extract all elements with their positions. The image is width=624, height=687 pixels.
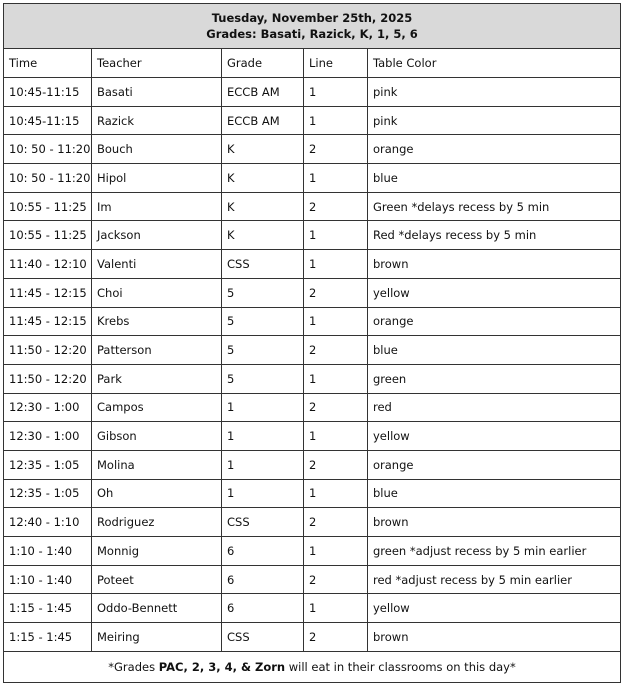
time-cell: 10: 50 - 11:20 (4, 135, 92, 164)
table-color-cell: pink (368, 106, 621, 135)
table-row (4, 78, 621, 107)
grade-cell: 1 (222, 450, 304, 479)
grade-cell: 5 (222, 364, 304, 393)
table-row (4, 623, 621, 652)
time-cell: 11:45 - 12:15 (4, 278, 92, 307)
grade-cell: 1 (222, 393, 304, 422)
table-row (4, 594, 621, 623)
table-color-cell: blue (368, 336, 621, 365)
teacher-cell: Monnig (92, 537, 222, 566)
time-cell: 12:35 - 1:05 (4, 450, 92, 479)
teacher-cell: Valenti (92, 250, 222, 279)
line-cell: 2 (304, 192, 368, 221)
time-cell: 12:35 - 1:05 (4, 479, 92, 508)
line-cell: 1 (304, 250, 368, 279)
table-row (4, 364, 621, 393)
line-cell: 1 (304, 537, 368, 566)
table-row (4, 278, 621, 307)
grade-cell: K (222, 164, 304, 193)
column-header-line: Line (304, 49, 368, 78)
line-cell: 2 (304, 623, 368, 652)
grade-cell: CSS (222, 250, 304, 279)
footer-row (4, 651, 621, 682)
teacher-cell: Park (92, 364, 222, 393)
footer-bold: PAC, 2, 3, 4, & Zorn (158, 659, 286, 674)
line-cell: 1 (304, 221, 368, 250)
table-row (4, 508, 621, 537)
table-color-cell: green *adjust recess by 5 min earlier (368, 537, 621, 566)
line-cell: 1 (304, 164, 368, 193)
grade-cell: 6 (222, 594, 304, 623)
time-cell: 12:30 - 1:00 (4, 422, 92, 451)
grade-cell: 5 (222, 307, 304, 336)
table-color-cell: Red *delays recess by 5 min (368, 221, 621, 250)
grade-cell: ECCB AM (222, 106, 304, 135)
teacher-cell: Oh (92, 479, 222, 508)
table-color-cell: red (368, 393, 621, 422)
teacher-cell: Jackson (92, 221, 222, 250)
table-row (4, 479, 621, 508)
teacher-cell: Im (92, 192, 222, 221)
teacher-cell: Poteet (92, 565, 222, 594)
teacher-cell: Molina (92, 450, 222, 479)
teacher-cell: Oddo-Bennett (92, 594, 222, 623)
teacher-cell: Basati (92, 78, 222, 107)
column-header-time: Time (4, 49, 92, 78)
line-cell: 1 (304, 364, 368, 393)
teacher-cell: Gibson (92, 422, 222, 451)
footer-suffix: will eat in their classrooms on this day* (285, 659, 516, 674)
table-row (4, 192, 621, 221)
teacher-cell: Rodriguez (92, 508, 222, 537)
line-cell: 2 (304, 135, 368, 164)
footer-note (4, 651, 621, 682)
schedule-title (4, 4, 621, 49)
column-header-table-color: Table Color (368, 49, 621, 78)
grade-cell: 6 (222, 537, 304, 566)
grade-cell: K (222, 221, 304, 250)
grade-cell: 1 (222, 422, 304, 451)
table-row (4, 221, 621, 250)
time-cell: 10:55 - 11:25 (4, 192, 92, 221)
schedule-rows (4, 78, 621, 652)
table-row (4, 106, 621, 135)
teacher-cell: Hipol (92, 164, 222, 193)
table-row (4, 537, 621, 566)
grade-cell: CSS (222, 623, 304, 652)
teacher-cell: Campos (92, 393, 222, 422)
schedule-table (3, 3, 621, 683)
table-color-cell: orange (368, 450, 621, 479)
time-cell: 11:40 - 12:10 (4, 250, 92, 279)
table-row (4, 336, 621, 365)
schedule-date: Tuesday, November 25th, 2025 (211, 11, 413, 25)
line-cell: 2 (304, 450, 368, 479)
grade-cell: 1 (222, 479, 304, 508)
teacher-cell: Razick (92, 106, 222, 135)
column-header-row (4, 49, 621, 78)
table-color-cell: Green *delays recess by 5 min (368, 192, 621, 221)
table-color-cell: orange (368, 307, 621, 336)
table-color-cell: yellow (368, 422, 621, 451)
table-row (4, 250, 621, 279)
teacher-cell: Choi (92, 278, 222, 307)
grade-cell: 5 (222, 336, 304, 365)
table-color-cell: yellow (368, 594, 621, 623)
table-color-cell: orange (368, 135, 621, 164)
teacher-cell: Patterson (92, 336, 222, 365)
teacher-cell: Krebs (92, 307, 222, 336)
grade-cell: K (222, 135, 304, 164)
line-cell: 2 (304, 508, 368, 537)
time-cell: 11:50 - 12:20 (4, 336, 92, 365)
table-color-cell: blue (368, 479, 621, 508)
grade-cell: CSS (222, 508, 304, 537)
line-cell: 2 (304, 393, 368, 422)
table-color-cell: brown (368, 623, 621, 652)
column-header-teacher: Teacher (92, 49, 222, 78)
time-cell: 10:45-11:15 (4, 78, 92, 107)
line-cell: 1 (304, 78, 368, 107)
line-cell: 1 (304, 106, 368, 135)
table-row (4, 135, 621, 164)
table-color-cell: red *adjust recess by 5 min earlier (368, 565, 621, 594)
line-cell: 1 (304, 307, 368, 336)
line-cell: 2 (304, 565, 368, 594)
table-color-cell: brown (368, 250, 621, 279)
column-header-grade: Grade (222, 49, 304, 78)
time-cell: 11:50 - 12:20 (4, 364, 92, 393)
line-cell: 1 (304, 479, 368, 508)
time-cell: 10:55 - 11:25 (4, 221, 92, 250)
table-row (4, 307, 621, 336)
table-color-cell: blue (368, 164, 621, 193)
time-cell: 1:15 - 1:45 (4, 623, 92, 652)
grade-cell: 6 (222, 565, 304, 594)
time-cell: 12:30 - 1:00 (4, 393, 92, 422)
footer-prefix: *Grades (108, 659, 159, 674)
line-cell: 1 (304, 422, 368, 451)
table-color-cell: pink (368, 78, 621, 107)
teacher-cell: Meiring (92, 623, 222, 652)
table-row (4, 393, 621, 422)
table-color-cell: green (368, 364, 621, 393)
schedule-grades: Grades: Basati, Razick, K, 1, 5, 6 (206, 27, 418, 41)
line-cell: 1 (304, 594, 368, 623)
table-row (4, 422, 621, 451)
table-row (4, 164, 621, 193)
time-cell: 1:10 - 1:40 (4, 565, 92, 594)
time-cell: 10:45-11:15 (4, 106, 92, 135)
lunch-schedule (3, 3, 620, 683)
table-row (4, 565, 621, 594)
table-row (4, 450, 621, 479)
grade-cell: K (222, 192, 304, 221)
teacher-cell: Bouch (92, 135, 222, 164)
time-cell: 12:40 - 1:10 (4, 508, 92, 537)
table-color-cell: yellow (368, 278, 621, 307)
time-cell: 10: 50 - 11:20 (4, 164, 92, 193)
grade-cell: ECCB AM (222, 78, 304, 107)
table-color-cell: brown (368, 508, 621, 537)
time-cell: 1:15 - 1:45 (4, 594, 92, 623)
grade-cell: 5 (222, 278, 304, 307)
time-cell: 1:10 - 1:40 (4, 537, 92, 566)
line-cell: 2 (304, 336, 368, 365)
time-cell: 11:45 - 12:15 (4, 307, 92, 336)
line-cell: 2 (304, 278, 368, 307)
